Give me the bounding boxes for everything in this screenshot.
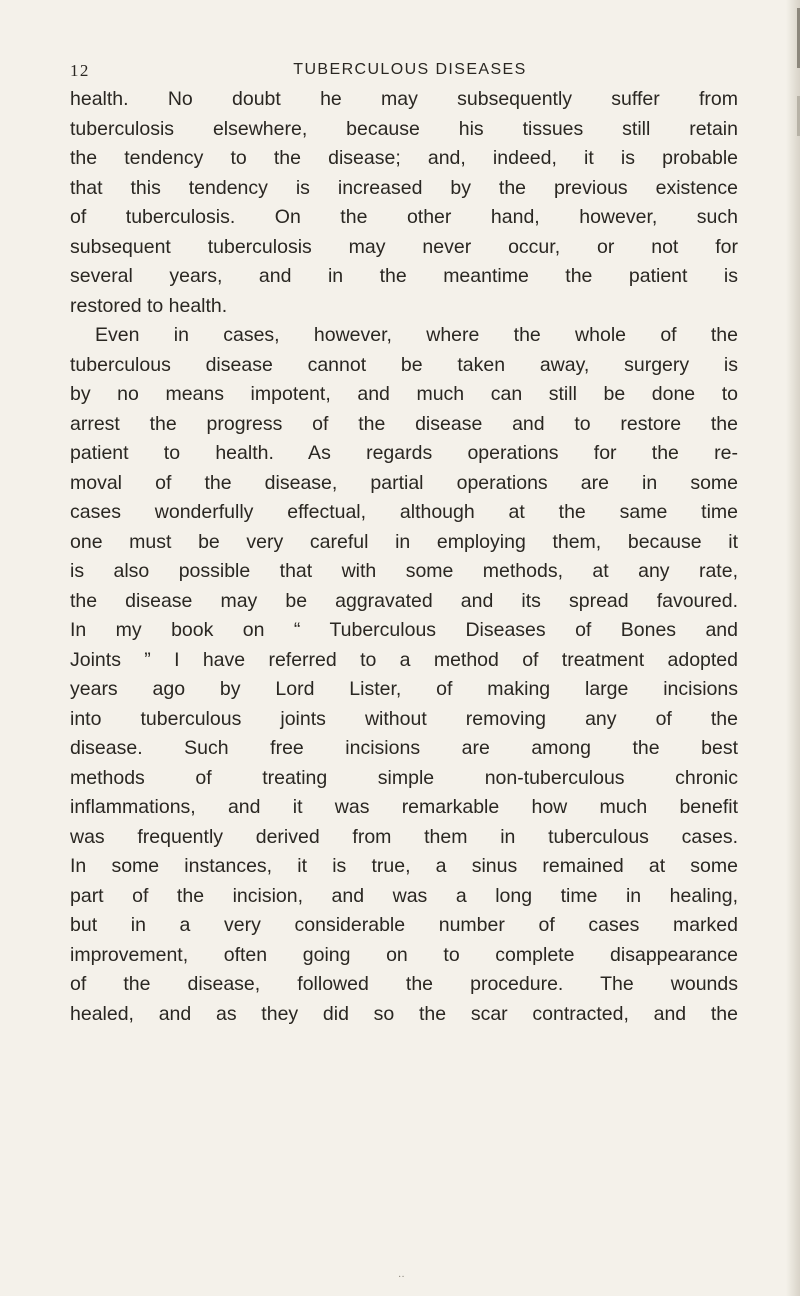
page-edge xyxy=(786,0,800,1296)
text-line: one must be very careful in employing them, because it xyxy=(70,530,738,553)
print-speck: ·· xyxy=(398,1272,405,1283)
text-line: improvement, often going on to complete disappearance xyxy=(70,943,738,966)
text-line: was frequently derived from them in tuberculous cases. xyxy=(70,825,738,848)
paragraph-end-line: restored to health. xyxy=(70,294,228,317)
text-line: subsequent tuberculosis may never occur, or not for xyxy=(70,235,738,258)
text-line: is also possible that with some methods, at any rate, xyxy=(70,560,738,582)
body-text xyxy=(70,85,738,1029)
text-line: years ago by Lord Lister, of making large incisions xyxy=(70,678,738,700)
text-line: but in a very considerable number of cases marked xyxy=(70,914,738,936)
text-line: tuberculous disease cannot be taken away, surgery is xyxy=(70,353,738,376)
page-header xyxy=(70,61,750,83)
text-line: the tendency to the disease; and, indeed, it is probable xyxy=(70,147,738,169)
text-line: healed, and as they did so the scar contracted, and the xyxy=(70,1002,738,1025)
text-line: arrest the progress of the disease and to restore the xyxy=(70,412,738,435)
text-line: inflammations, and it was remarkable how much benefit xyxy=(70,796,738,818)
text-line: by no means impotent, and much can still be done to xyxy=(70,383,738,405)
text-line: into tuberculous joints without removing any of the xyxy=(70,707,738,730)
text-line: of the disease, followed the procedure. The wounds xyxy=(70,973,738,995)
text-line: Joints ” I have referred to a method of treatment adopted xyxy=(70,648,738,671)
paragraph-start-line: Even in cases, however, where the whole of the xyxy=(95,324,738,346)
text-line: several years, and in the meantime the patient is xyxy=(70,265,738,287)
text-line: methods of treating simple non-tuberculous chronic xyxy=(70,766,738,789)
text-line: that this tendency is increased by the previous existence xyxy=(70,176,738,199)
page-number: 12 xyxy=(70,61,90,80)
text-line: part of the incision, and was a long time in healing, xyxy=(70,884,738,907)
text-line: patient to health. As regards operations for the re- xyxy=(70,442,738,464)
text-line: health. No doubt he may subsequently suffer from xyxy=(70,88,738,110)
text-line: tuberculosis elsewhere, because his tissues still retain xyxy=(70,117,738,140)
text-line: In my book on “ Tuberculous Diseases of Bones and xyxy=(70,619,738,641)
text-line: the disease may be aggravated and its spread favoured. xyxy=(70,589,738,612)
text-line: disease. Such free incisions are among the best xyxy=(70,737,738,759)
text-line: of tuberculosis. On the other hand, however, such xyxy=(70,206,738,228)
running-head: TUBERCULOUS DISEASES xyxy=(293,61,527,78)
text-line: moval of the disease, partial operations are in some xyxy=(70,471,738,494)
text-line: cases wonderfully effectual, although at the same time xyxy=(70,501,738,523)
text-line: In some instances, it is true, a sinus remained at some xyxy=(70,855,738,877)
